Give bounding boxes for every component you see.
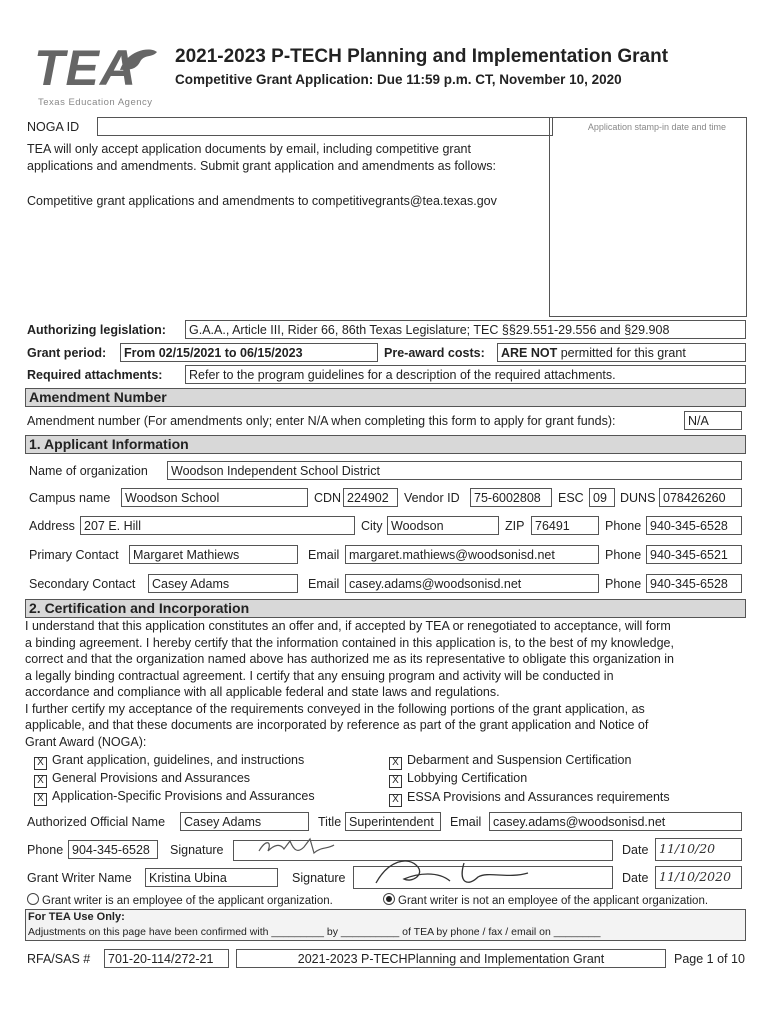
check-label: Application-Specific Provisions and Assurances bbox=[52, 789, 315, 803]
cdn-field[interactable]: 224902 bbox=[343, 488, 398, 507]
vendor-label: Vendor ID bbox=[404, 491, 460, 505]
zip-field[interactable]: 76491 bbox=[531, 516, 599, 535]
address-label: Address bbox=[29, 519, 75, 533]
amendment-number-field[interactable]: N/A bbox=[684, 411, 742, 430]
checkbox-checked-icon: X bbox=[389, 775, 402, 788]
checkbox-checked-icon: X bbox=[34, 775, 47, 788]
amendment-text: Amendment number (For amendments only; enter N/A when completing this form to apply for grant funds): bbox=[27, 414, 616, 428]
checkbox-checked-icon: X bbox=[389, 794, 402, 807]
certification-heading: 2. Certification and Incorporation bbox=[25, 599, 746, 618]
page-title: 2021-2023 P-TECH Planning and Implementation Grant bbox=[175, 46, 669, 67]
required-attachments-label: Required attachments: bbox=[27, 368, 163, 382]
authorizing-label: Authorizing legislation: bbox=[27, 323, 166, 337]
authorizing-field[interactable]: G.A.A., Article III, Rider 66, 86th Texas Legislature; TEC §§29.551-29.556 and §29.908 bbox=[185, 320, 746, 339]
tea-use-text: Adjustments on this page have been confirmed with _________ by __________ of TEA by phone / fax / email on ________ bbox=[28, 926, 601, 938]
org-label: Name of organization bbox=[29, 464, 148, 478]
cdn-label: CDN bbox=[314, 491, 342, 505]
cert-p2-line-3: Grant Award (NOGA): bbox=[25, 734, 147, 749]
check-application-specific[interactable] bbox=[34, 789, 315, 806]
campus-label: Campus name bbox=[29, 491, 111, 505]
check-essa[interactable] bbox=[389, 790, 670, 807]
cert-p1-line-2: a binding agreement. I hereby certify that the information contained in this application is, to the best of my knowledge, bbox=[25, 635, 674, 650]
duns-label: DUNS bbox=[620, 491, 656, 505]
agency-name: Texas Education Agency bbox=[38, 97, 153, 108]
radio-unselected-icon bbox=[27, 893, 39, 905]
primary-email-label: Email bbox=[308, 548, 340, 562]
required-attachments-field[interactable]: Refer to the program guidelines for a description of the required attachments. bbox=[185, 365, 746, 384]
writer-date-field[interactable]: 11/10/2020 bbox=[655, 866, 742, 889]
page-number: Page 1 of 10 bbox=[674, 952, 745, 966]
secondary-phone-label: Phone bbox=[605, 577, 642, 591]
tea-use-heading: For TEA Use Only: bbox=[28, 911, 125, 923]
pre-award-field[interactable] bbox=[497, 343, 746, 362]
zip-label: ZIP bbox=[505, 519, 525, 533]
noga-field[interactable] bbox=[97, 117, 553, 136]
duns-field[interactable]: 078426260 bbox=[659, 488, 742, 507]
phone-field[interactable]: 940-345-6528 bbox=[646, 516, 742, 535]
esc-field[interactable]: 09 bbox=[589, 488, 615, 507]
intro-line-1: TEA will only accept application documents by email, including competitive grant bbox=[27, 142, 471, 156]
pre-award-emph: ARE NOT bbox=[501, 346, 558, 360]
official-signature-label: Signature bbox=[170, 843, 224, 857]
official-phone-label: Phone bbox=[27, 843, 64, 857]
check-lobbying[interactable] bbox=[389, 771, 527, 788]
secondary-email-field[interactable]: casey.adams@woodsonisd.net bbox=[345, 574, 599, 593]
radio-writer-employee[interactable] bbox=[27, 893, 333, 907]
check-debarment[interactable] bbox=[389, 753, 631, 770]
official-date-label: Date bbox=[622, 843, 649, 857]
intro-line-2: applications and amendments. Submit grant application and amendments as follows: bbox=[27, 159, 497, 173]
check-label: Lobbying Certification bbox=[407, 771, 528, 785]
secondary-email-label: Email bbox=[308, 577, 340, 591]
applicant-heading: 1. Applicant Information bbox=[25, 435, 746, 454]
tea-logo bbox=[32, 40, 162, 100]
address-field[interactable]: 207 E. Hill bbox=[80, 516, 355, 535]
check-label: General Provisions and Assurances bbox=[52, 771, 251, 785]
page-subtitle: Competitive Grant Application: Due 11:59 p.m. CT, November 10, 2020 bbox=[175, 72, 622, 87]
org-field[interactable]: Woodson Independent School District bbox=[167, 461, 742, 480]
vendor-field[interactable]: 75-6002808 bbox=[470, 488, 552, 507]
campus-field[interactable]: Woodson School bbox=[121, 488, 308, 507]
radio-writer-not-employee[interactable] bbox=[383, 893, 708, 907]
phone-label: Phone bbox=[605, 519, 642, 533]
certification-paragraph-1 bbox=[25, 618, 674, 750]
radio-selected-icon bbox=[383, 893, 395, 905]
official-phone-field[interactable]: 904-345-6528 bbox=[68, 840, 158, 859]
writer-name-label: Grant Writer Name bbox=[27, 871, 132, 885]
secondary-contact-field[interactable]: Casey Adams bbox=[148, 574, 298, 593]
official-title-field[interactable]: Superintendent bbox=[345, 812, 441, 831]
primary-contact-field[interactable]: Margaret Mathiews bbox=[129, 545, 298, 564]
writer-signature-field[interactable] bbox=[353, 866, 613, 889]
cert-p1-line-1: I understand that this application constitutes an offer and, if accepted by TEA or renegotiated to acceptance, will form bbox=[25, 619, 671, 633]
primary-email-field[interactable]: margaret.mathiews@woodsonisd.net bbox=[345, 545, 599, 564]
check-grant-application[interactable] bbox=[34, 753, 304, 770]
official-title-label: Title bbox=[318, 815, 342, 829]
primary-contact-label: Primary Contact bbox=[29, 548, 119, 562]
checkbox-checked-icon: X bbox=[34, 757, 47, 770]
logo-text: TEA bbox=[34, 40, 137, 96]
check-label: Grant application, guidelines, and instructions bbox=[52, 753, 305, 767]
stamp-label: Application stamp-in date and time bbox=[587, 122, 726, 132]
pre-award-label: Pre-award costs: bbox=[384, 346, 485, 360]
official-name-field[interactable]: Casey Adams bbox=[180, 812, 309, 831]
radio-employee-label: Grant writer is an employee of the applicant organization. bbox=[42, 895, 333, 907]
esc-label: ESC bbox=[558, 491, 584, 505]
primary-phone-field[interactable]: 940-345-6521 bbox=[646, 545, 742, 564]
signature-scribble-icon bbox=[368, 853, 548, 893]
radio-not-employee-label: Grant writer is not an employee of the applicant organization. bbox=[398, 895, 709, 907]
check-general-provisions[interactable] bbox=[34, 771, 250, 788]
checkbox-checked-icon: X bbox=[389, 757, 402, 770]
checkbox-checked-icon: X bbox=[34, 793, 47, 806]
city-field[interactable]: Woodson bbox=[387, 516, 499, 535]
check-label: ESSA Provisions and Assurances requirements bbox=[407, 790, 670, 804]
cert-p1-line-4: a legally binding contractual agreement. I certify that any ensuing program and activity will be conducted in bbox=[25, 668, 614, 683]
official-email-label: Email bbox=[450, 815, 482, 829]
intro-line-3: Competitive grant applications and amendments to competitivegrants@tea.texas.gov bbox=[27, 194, 497, 208]
primary-phone-label: Phone bbox=[605, 548, 642, 562]
pre-award-rest: permitted for this grant bbox=[560, 346, 686, 360]
noga-label: NOGA ID bbox=[27, 120, 80, 134]
cert-p1-line-5: accordance and compliance with all applicable federal and state laws and regulations. bbox=[25, 685, 500, 699]
rfa-label: RFA/SAS # bbox=[27, 952, 91, 966]
writer-name-field[interactable]: Kristina Ubina bbox=[145, 868, 278, 887]
tea-use-box bbox=[25, 909, 746, 941]
rfa-field: 701-20-114/272-21 bbox=[104, 949, 229, 968]
writer-signature-label: Signature bbox=[292, 871, 346, 885]
secondary-phone-field[interactable]: 940-345-6528 bbox=[646, 574, 742, 593]
cert-p2-line-1: I further certify my acceptance of the requirements conveyed in the following portions of the grant application, as bbox=[25, 701, 645, 716]
city-label: City bbox=[361, 519, 383, 533]
official-name-label: Authorized Official Name bbox=[27, 815, 166, 829]
signature-scribble-icon bbox=[254, 837, 364, 859]
cert-p2-line-2: applicable, and that these documents are incorporated by reference as part of the grant application and Notice of bbox=[25, 718, 649, 732]
official-email-field[interactable]: casey.adams@woodsonisd.net bbox=[489, 812, 742, 831]
amendment-heading: Amendment Number bbox=[25, 388, 746, 407]
grant-period-field[interactable]: From 02/15/2021 to 06/15/2023 bbox=[120, 343, 378, 362]
program-name: 2021-2023 P-TECHPlanning and Implementation Grant bbox=[236, 949, 666, 968]
grant-period-label: Grant period: bbox=[27, 346, 107, 360]
stamp-box bbox=[549, 117, 747, 317]
official-date-field[interactable]: 11/10/20 bbox=[655, 838, 742, 861]
cert-p1-line-3: correct and that the organization named above has authorized me as its representative to obligate this organization in bbox=[25, 652, 675, 666]
secondary-contact-label: Secondary Contact bbox=[29, 577, 136, 591]
writer-date-label: Date bbox=[622, 871, 649, 885]
check-label: Debarment and Suspension Certification bbox=[407, 753, 632, 767]
